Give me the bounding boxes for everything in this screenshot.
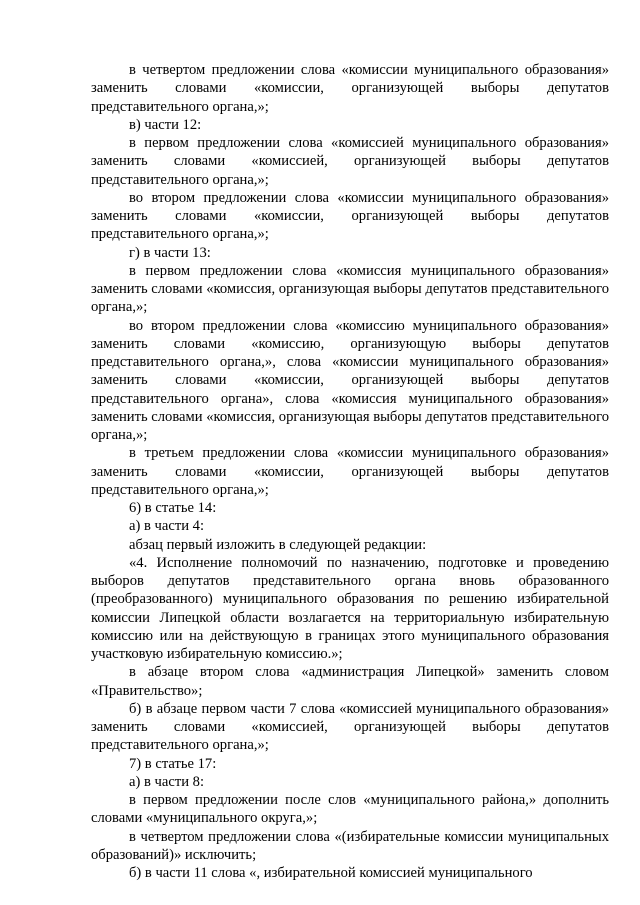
paragraph: в первом предложении слова «комиссией муниципального образования» заменить словами «комиссией, организующей выборы депутатов представительного органа,»; [91, 135, 609, 188]
paragraph: 6) в статье 14: [129, 500, 217, 516]
paragraph: во втором предложении слова «комиссию муниципального образования» заменить словами «комиссию, организующую выборы депутатов представительного органа,», слова «комиссии муниципального образования» заменить словами «комиссии, организующей выборы депутатов представительного органа», слова «комиссия муниципального образования» заменить словами «комиссия, организующая выборы депутатов представительного органа,»; [91, 317, 609, 443]
paragraph: «4. Исполнение полномочий по назначению, подготовке и проведению выборов депутатов представительного органа вновь образованного (преобразованного) муниципального образования по решению избирательной комиссии Липецкой области возлагается на территориальную избирательную комиссию или на действующую в границах этого муниципального образования участковую избирательную комиссию.»; [91, 554, 609, 662]
paragraph: а) в части 4: [129, 518, 205, 535]
paragraph: а) в части 8: [129, 773, 205, 790]
paragraph: в четвертом предложении слова «(избирательные комиссии муниципальных образований)» исключить; [91, 828, 609, 863]
document-page [91, 61, 609, 882]
paragraph: в абзаце втором слова «администрация Липецкой» заменить словом «Правительство»; [91, 664, 609, 699]
paragraph: в четвертом предложении слова «комиссии муниципального образования» заменить словами «комиссии, организующей выборы депутатов представительного органа,»; [91, 62, 609, 115]
paragraph: г) в части 13: [129, 244, 211, 261]
paragraph: б) в абзаце первом части 7 слова «комиссией муниципального образования» заменить словами «комиссией, организующей выборы депутатов представительного органа,»; [91, 700, 609, 754]
paragraph: б) в части 11 слова «, избирательной комиссией муниципального [129, 865, 533, 881]
paragraph: в первом предложении после слов «муниципального района,» дополнить словами «муниципального округа,»; [91, 792, 609, 827]
paragraph: в) части 12: [129, 116, 202, 133]
paragraph: в первом предложении слова «комиссия муниципального образования» заменить словами «комиссия, организующая выборы депутатов представительного органа,»; [91, 262, 609, 316]
paragraph: абзац первый изложить в следующей редакции: [129, 536, 427, 553]
paragraph: 7) в статье 17: [129, 755, 217, 772]
paragraph: во втором предложении слова «комиссии муниципального образования» заменить словами «комиссии, организующей выборы депутатов представительного органа,»; [91, 189, 609, 243]
paragraph: в третьем предложении слова «комиссии муниципального образования» заменить словами «комиссии, организующей выборы депутатов представительного органа,»; [91, 445, 609, 498]
